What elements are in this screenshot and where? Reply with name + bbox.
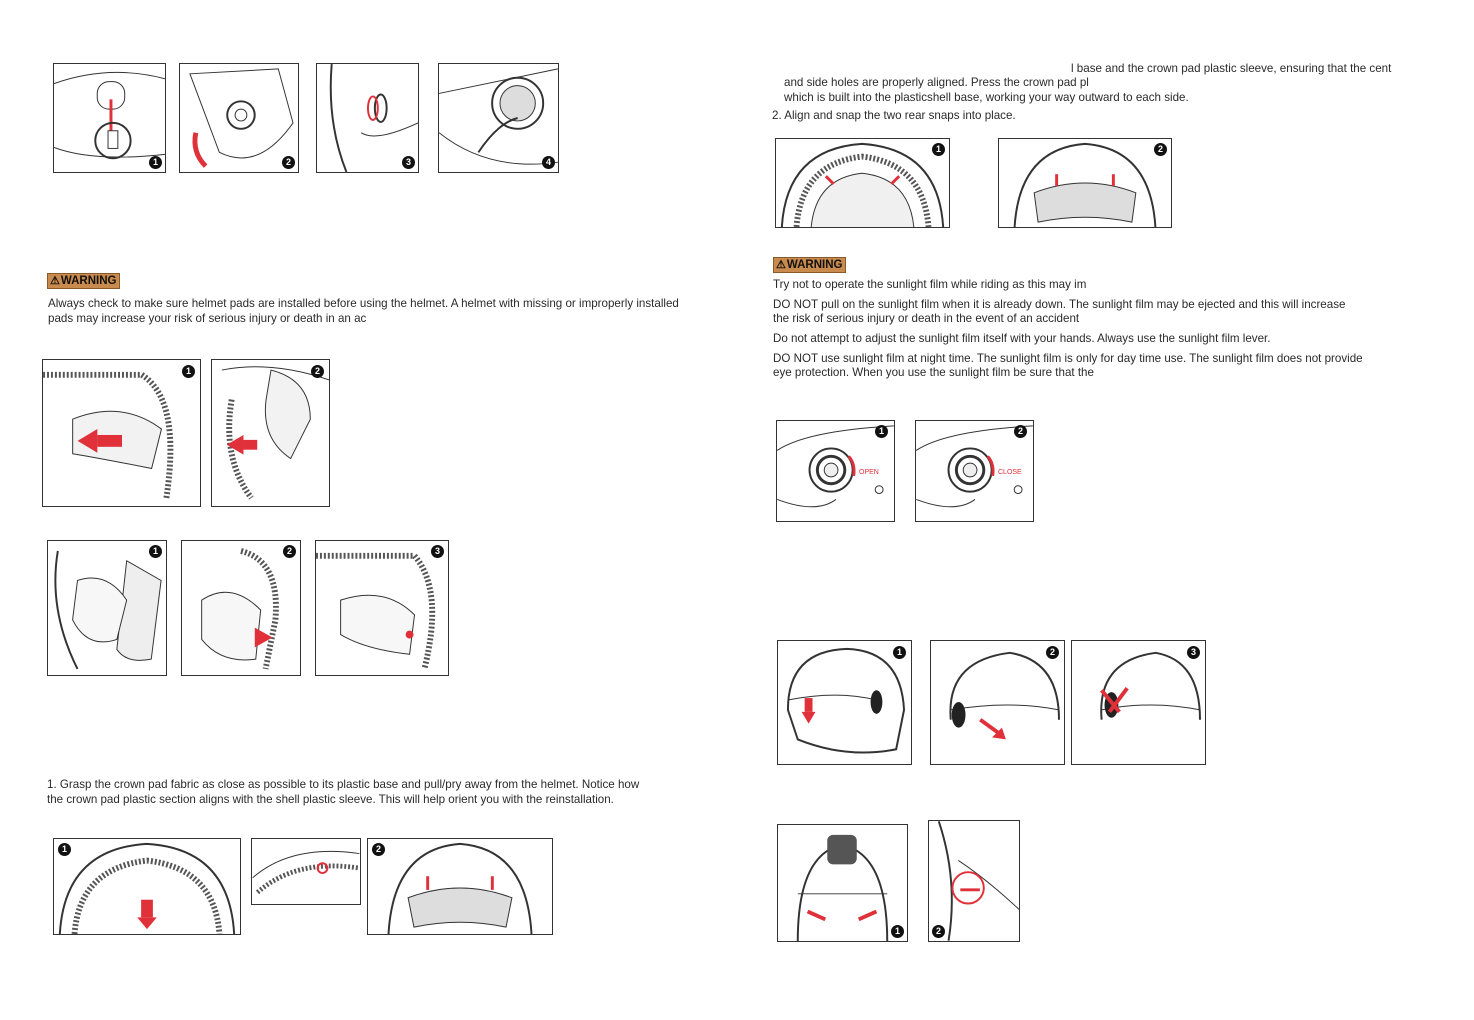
warning-text-line: pads may increase your risk of serious injury or death in an ac [48,312,367,325]
warning-triangle-icon: ⚠ [776,259,786,271]
figure-crown-pad-remove-2 [367,838,553,935]
step-number-3: 3 [402,156,415,169]
warning-text-line: DO NOT use sunlight film at night time. The sunlight film is only for day time use. The sunlight film does not provide [773,352,1363,365]
step-number-1: 1 [149,545,162,558]
crown-pad-step-1-line: the crown pad plastic section aligns with the shell plastic sleeve. This will help orient you with the reinstallation. [47,793,614,806]
figure-crown-pad-remove-1 [53,838,241,935]
warning-text-line: eye protection. When you use the sunlight film be sure that the [773,366,1094,379]
warning-text-line: DO NOT pull on the sunlight film when it is already down. The sunlight film may be ejected and this will increase [773,298,1346,311]
figure-cheek-pad-install-2 [181,540,301,676]
step-number-2: 2 [311,365,324,378]
step-number-2: 2 [372,843,385,856]
figure-crown-pad-install-1 [775,138,950,228]
figure-visor-base-3 [316,63,419,173]
warning-badge-left [47,273,120,289]
figure-visor-base-2 [179,63,299,173]
warning-label: WARNING [786,259,843,271]
lever-open-label: OPEN [859,469,879,476]
warning-text-line: Try not to operate the sunlight film while riding as this may im [773,278,1087,291]
crown-pad-step-1-line: 1. Grasp the crown pad fabric as close as possible to its plastic base and pull/pry away from the helmet. Notice how [47,778,640,791]
step-number-2: 2 [932,925,945,938]
crown-pad-install-line: l base and the crown pad plastic sleeve, ensuring that the cent [1071,62,1392,75]
step-number-1: 1 [893,646,906,659]
figure-sunlight-lever-open [776,420,895,522]
step-number-2: 2 [1046,646,1059,659]
step-number-1: 1 [875,425,888,438]
step-number-1: 1 [58,843,71,856]
step-number-4: 4 [542,156,555,169]
step-number-3: 3 [1187,646,1200,659]
warning-text-line: the risk of serious injury or death in the event of an accident [773,312,1080,325]
step-number-1: 1 [182,365,195,378]
figure-crown-pad-detail [251,838,361,905]
warning-text-line: Do not attempt to adjust the sunlight film itself with your hands. Always use the sunlight film lever. [773,332,1271,345]
warning-badge-right [773,257,846,273]
step-number-2: 2 [282,156,295,169]
lever-close-label: CLOSE [998,469,1022,476]
figure-cheek-pad-remove-2 [211,359,330,507]
step-number-2: 2 [1014,425,1027,438]
figure-visor-remove-3 [1071,640,1206,765]
figure-sunlight-lever-close [915,420,1034,522]
step-number-2: 2 [283,545,296,558]
figure-cheek-pad-install-1 [47,540,167,676]
step-number-3: 3 [431,545,444,558]
figure-visor-install-2 [928,820,1020,942]
figure-cheek-pad-install-3 [315,540,449,676]
figure-visor-remove-2 [930,640,1065,765]
warning-triangle-icon: ⚠ [50,275,60,287]
rear-snaps-step-2: 2. Align and snap the two rear snaps into place. [772,109,1016,122]
figure-visor-base-4 [438,63,559,173]
figure-visor-base-1 [53,63,166,173]
step-number-2: 2 [1154,143,1167,156]
step-number-1: 1 [891,925,904,938]
crown-pad-install-line: and side holes are properly aligned. Press the crown pad pl [784,76,1089,89]
figure-cheek-pad-remove-1 [42,359,201,507]
figure-crown-pad-install-2 [998,138,1172,228]
crown-pad-install-line: which is built into the plasticshell base, working your way outward to each side. [784,91,1189,104]
figure-visor-install-1 [777,824,908,942]
warning-text-line: Always check to make sure helmet pads are installed before using the helmet. A helmet with missing or improperly installed [48,297,679,310]
step-number-1: 1 [149,156,162,169]
step-number-1: 1 [932,143,945,156]
figure-visor-remove-1 [777,640,912,765]
warning-label: WARNING [60,275,117,287]
